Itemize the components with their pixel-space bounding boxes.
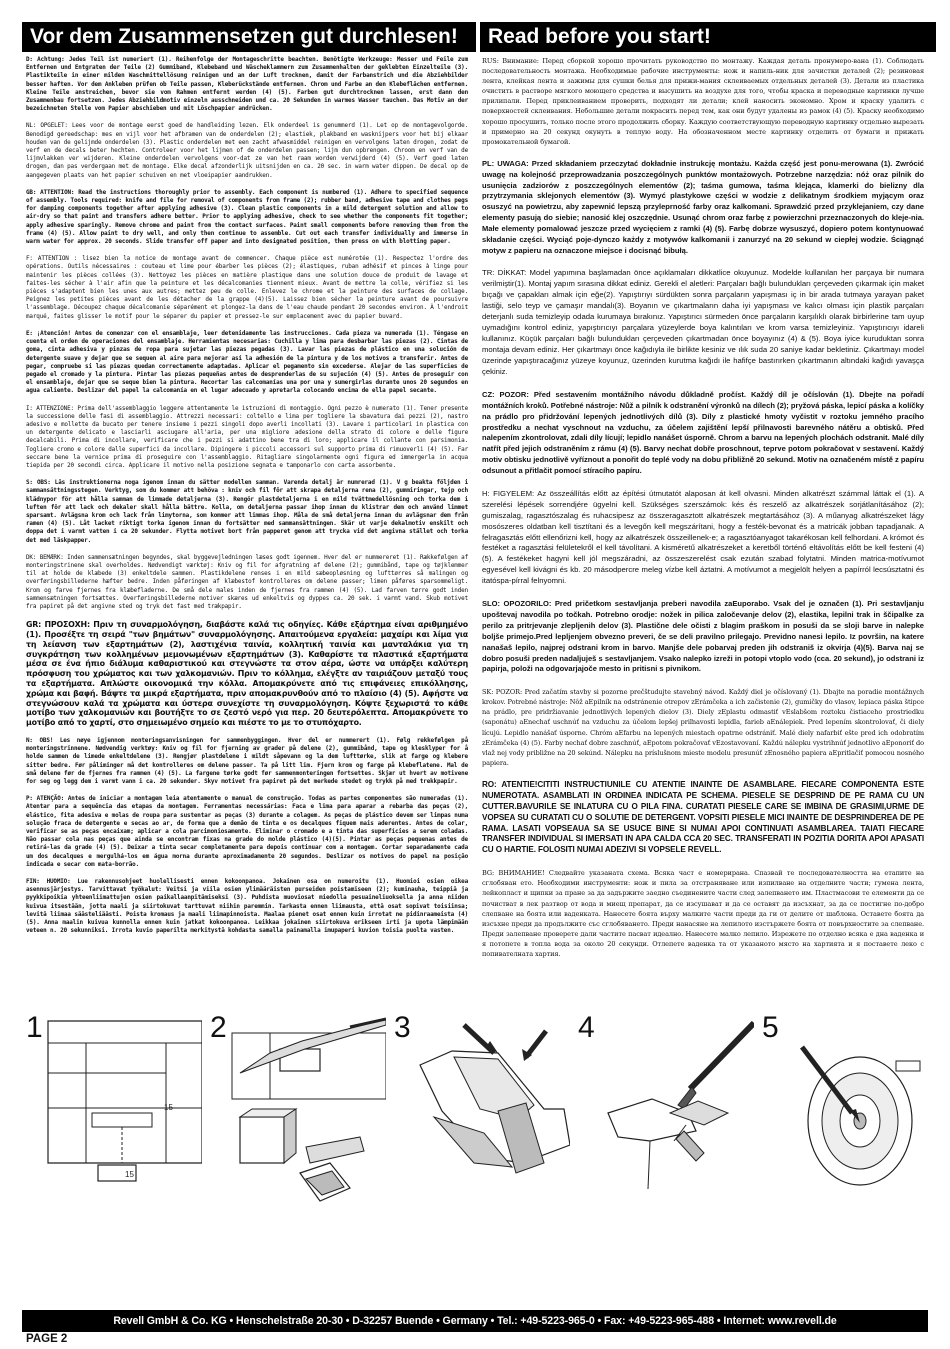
step-number: 2 — [210, 1011, 227, 1044]
step-number: 1 — [26, 1011, 43, 1044]
footer-contact-bar: Revell GmbH & Co. KG • Henschelstraße 20-30 • D-32257 Buende • Germany • Tel.: +49-5223-965-0 • Fax: +49-5223-965-488 • Internet: www.revell.de — [22, 1310, 928, 1332]
step-5-paint-detail — [762, 1013, 926, 1208]
paintbrush-illustration — [578, 1013, 754, 1208]
instruction-pl: PL: UWAGA: Przed składaniem przeczytać dokładnie instrukcję montażu. Każda część jest ponu-merowana (1). Zwrócić uwagę na kolejność przeprowadzania poszczególnych punktów montażowych. Potrzebne narzędzia: nóż oraz pilnik do usunięcia zadziorów z poszczególnych elementów (2); taśma gumowa, taśma klejąca, klamerki do bielizny dla przytrzymania sklejonych elementów (3). Wymyć plastykowe części w wodzie z delikatnym środkiem myjącym oraz osuszyć na powietrzu, aby zapewnić lepszą przyleprność farby oraz kalkomani. Sprawdzić przed przyklejaniem, czy dane elementy pasują do siebie; nanosić klej oszczędnie. Usunąć chrom oraz farbę z powierzchni przeznaczonych do kleje-nia. Małe elementy pomalować jeszcze przed wycięciem z ramki (4) (5). Farbę dobrze wysuszyć, dopiero potem kontynuować składanie części. Wyciąć poje-dynczo każdy z motywów kalkomanii i zanurzyć na 20 sekund w ciepłej wodzie. Ściągnąć motyw z papieru na oznaczone miejsce i docisnąć bibułą. — [482, 158, 924, 255]
page-number: PAGE 2 — [26, 1333, 68, 1345]
step-1-numbered-parts — [26, 1013, 202, 1208]
instruction-fi: FIN: HUOMIO: Lue rakennusohjeet huolellisesti ennen kokoonpanoa. Jokainen osa on numeroitu (1). Huomioi osien oikea asennusjärjestys. Tarvittavat työkalut: Veitsi ja viila osien ylimääräisten purseiden poistamiseen (2); kuminauha, teippiä ja pyykkipoikia yhteenliimattujen osien paikallaanpitämiseksi (3). Puhdista muoviosat miedolla pesuaineliuoksella ja anna niiden kuivua itsestään, jotta maali ja siirtokuvat tarttuvat niihin paremmin. Tarkasta ennen liimausta, että osat sopivat toisiinsa; levitä liimaa säästeliäästi. Poista kromaus ja maali liimapinnoista. Maalaa pienet osat ennen kuin irrotat ne pidinraameista (4) (5). Anna maalin kuivua kunnolla ennen kuin jatkat kokoonpanoa. Leikkaa jokainen siirtokuva erikseen irti ja upota lämpimään veteen n. 20 sekunniksi. Irrota kuvio paperilta merkitystä kohdasta samalla painamalla imupaperi kuvion toisia puolta vasten. — [26, 878, 468, 935]
instruction-hu: H: FIGYELEM: Az összeállítás előtt az építési útmutatót alaposan át kell olvasni. Minden alkatrészt számmal láttak el (1). A szerelési lépések sorrendjére ügyelni kell. Szükséges szerszámok: kés és reszelő az alkatrészek sorjátlanításához (2); gumiszalag, ragasztószalag és ruhacsipesz az összeragasztott alkatrészek megtartásához (3). A műanyag alkatrészeket lágy mosószeres oldatban kell tisztítani és a levegőn kell megszárítani, hogy a festék-bevonat és a matricák jobban tapadjanak. A felragasztás előtt ellenőrizni kell, hogy az alkatrészek összeillenek-e; a ragasztóanyagot takarékosan kell felhordani. A krómot és festéket a ragasztási felületekről el kell távolítani. A kisméretű alkatrészeket a keretből történő eltávolítás előtt be kell festeni (4) (5). A festékeket hagyni kell jól megszáradni, az összeszerelést csak ezután szabad folytatni. Minden matrica-motívumot egyesével kell kivágni és kb. 20 másodpercre meleg vízbe kell áztatni. A motívumot a megjelölt helyen a papírról lecsúsztatni és itatóspa-pírral felnyomni. — [482, 488, 924, 586]
step-3-glue-clamp — [394, 1013, 570, 1208]
knife-file-illustration — [210, 1013, 386, 1208]
header-left-title: Vor dem Zusammensetzen gut durchlesen! — [22, 22, 476, 52]
instruction-ro: RO: ATENTIE!CITITI INSTRUCTIUNILE CU ATENTIE INAINTE DE ASAMBLARE. FIECARE COMPONENTA ESTE NUMEROTATA. ASAMBLATI IN ORDINEA INDICATA PE SCHEMA. PIESELE SE DESPRIND DE PE RAMA CU UN CUTTER.BAVURILE SE INLATURA CU O PILA FINA. CURATATI PIESELE CARE SE IMBINA DE GRASIMI,URME DE VOPSEA SU CURATATI CU O SOLUTIE DE DETERGENT. VOPSITI PIESELE MICI INAINTE DE DESPRINDEREA DE PE RAMA. LASATI VOPSEAUA SA SE USUCE BINE SI NUMAI APOI CONTINUATI ASAMBLAREA. TAIATI FIECARE TRANSFER INDIVIDUAL SI IMERSATI IN APA CALDA CCA 20 SEC. TRANSFERATI IN POZITIA DORITA APOI APASATI CU O HARTIE. FOLOSITI NUMAI ADEZIVI SI VOPSELE REVELL. — [482, 779, 924, 855]
instruction-slo: SLO: OPOZORILO: Pred pričetkom sestavljanja preberi navodila zaЕuporabo. Vsak del je označen (1). Pri sestavljanju upoštevaj navodila po točkah. Potrebno orodje: nožek in pilica zaločevanje delov (2), elastika, lepilni trak in ščipalke za perilo za pritrjevanje zlepljenih delov (3). Plastične dele očisti z blagim praškom in posuši da se sloji barve in nalepke boljše primejo.Pred lepljenjem obvezno preveri, če se deli pravilno prilegajo. Previdno nanesi lepilo. Iz površin, na katere nanašaš lepilo, najprej odstrani krom in barvo. Manjše dele pobarvaj preden jih odstraniš iz okvirja (4)(5). Barva naj se dobro posuši preden nadaljuješ s sestavljanjem. Vsako nalepko izreži in potopi vtoplo vodo (cca. 20 sekund), jo odstrani iz papirja, položi na odgovarjajoče mesto in pritisni s pivnikom. — [482, 599, 924, 674]
step-number: 4 — [578, 1011, 595, 1044]
sprue-frame-illustration — [26, 1013, 202, 1208]
step-number: 3 — [394, 1011, 411, 1044]
instruction-es: E: ¡Atención! Antes de comenzar con el ensamblaje, leer detenidamente las instrucciones. Cada pieza va numerada (1). Téngase en cuenta el orden de operaciones del ensamblaje. Herramientas necesarias: Cuchilla y lima para desbarbar las piezas (2). Cintas de goma, cinta adhesiva y pinzas de ropa para sujetar las piezas pegadas (3). Lavar las piezas de plástico en una solución de detergente suave y dejar que se sequen al aire para mejorar así la adhesión de la pintura y de los motivos a transferir. Antes de pegar, compruebe si las piezas quedan correctamente adaptadas. Aplicar el pegamento sin excederse. Alejar de las superficies de pegado el cromado y la pintura. Pintar las piezas pequeñas antes de desprenderlas de su sujeción (4) (5). Antes de proseguir con el ensamblaje, dejar que se seque bien la pintura. Recortar las calcomanías una por una y sumergirlas durante unos 20 segundos en agua caliente. Deslizar del papel la calcomanía en el lugar adecuado y apretarla colocando encima de ella papel secante. — [26, 329, 468, 395]
instruction-it: I: ATTENZIONE: Prima dell'assemblaggio leggere attentamente le istruzioni di montaggio. Ogni pezzo è numerato (1). Tener presente la successione delle fasi di assemblaggio. Attrezzi necessari: coltello e lima per togliere la sbavatura dai pezzi (2), nastro adesivo e mollette da bucato per tenere insieme i pezzi singoli dopo averli incollati (3). Lavare i particolari in plastica con un detergente delicato e lasciarli asciugare all'aria, per una migliore adesione della strato di colore e delle figure decalcabili. Prima di incollare, verificare che i pezzi si adattino bene tra di loro; applicare il collante con parsimonia. Togliere cromo e colore dalle superfici da incollare. Dipingere i piccoli accessori sul supporto prima di rimuoverli (4) (5). Far seccare bene la vernice prima di proseguire con l'assemblaggio. Ritagliare singolarmente ogni figura ed immergerla in acqua tiepida per 20 secondi circa. Applicare il motivo nella posizione segnata e tamponarlo con carta assorbente. — [26, 404, 468, 469]
instruction-pt: P: ATENÇÃO: Antes de iniciar a montagem leia atentamente o manual de construção. Todas as partes componentes são numeradas (1). Atentar para a sequência das etapas da montagem. Ferramentas necessárias: Faca e lima para aparar a rebarba das peças (2), elástico, fita adesiva e molas de roupa para sustentar as peças (3) durante a colagem. As peças de plástico devem ser limpas numa solução fraca de detergente e secas ao ar, de forma que a demão de tinta e os decalques fiquem mais aderentes. Antes de colar, verificar se as peças encaixam; aplicar a cola parcimoniosamente. Eliminar o cromado e a tinta das superfícies a serem coladas. Não passar cola nas peças que ainda se encontram fixas na grade do molde plástico (4)(5). Pintar as peças pequenas antes de retirá-las da grade (4) (5). Deixar a tinta secar completamente para depois continuar com a montagem. Cortar separadamente cada um dos decalques e mergulhá-los em água morna durante aproximadamente 20 segundos. Deslizar os motivos do papel na posição indicada e secar com mata-borrão. — [26, 795, 468, 868]
header-right-title: Read before you start! — [480, 22, 936, 52]
instruction-se: S: OBS: Läs instruktionerna noga igenom innan du sätter modellen samman. Varenda detalj är numrerad (1). V g beakta följden i sammansättningsstegen. Verktyg, som du kommer att behöva : kniv och fil för att skrapa detaljerna rena (2), gummiringar, tejp och klädnypor för att hålla samman de limmade detaljerna (3). Rengör plastdetaljerna i en mild tvättmedellösning och torka dem i luften för att lack och dekaler skall hålla bättre. Kolla, om detaljerna passar ihop innan du klistrar dem och använd limmet sparsamt. Avlägsna krom och lack från limytorna, som kommer att limmas ihop. Måla de små detaljerna innan du avlägsnar dem från ramen (4) (5). Låt lacket riktigt torka igenom innan du fortsätter med sammansättningen. Skär ut varje dekalmotiv enskilt och doppa det i varmt vatten i ca 20 sekunder. Flytta motivet bort från papperet genom att trycka vid det angivna stället och torka det med läskpapper. — [26, 479, 468, 544]
assembly-steps-illustrations — [26, 1013, 926, 1208]
instruction-nl: NL: OPGELET: Lees voor de montage eerst goed de handleiding lezen. Elk onderdeel is genummerd (1). Let op de montagevolgorde. Benodigd gereedschap: mes en vijl voor het afbramen van de onderdelen (2); elastiek, plakband en wasknijpers voor het bij elkaar houden van de gelijmde onderdelen (3). Plastic onderdelen met een zacht afwasmiddel reinigen en vervolgens laten drogen, zodat de verf en de decals beter hechten. Controleer voor het lijmen of de onderdelen passen; lijm dun opbrengen. Chroom en verf van de lijmvlakken ver wijderen. Kleine onderdelen vervolgens voor-dat ze van het raam worden verwijderd (4) (5). Verf goed laten drogen, dan pas verdergaan met de montage. Elke decal afzonderlijk uitsnijden en ca. 20 sec. in warm water dippen. De decal op de aangegeven plaats van het papier schuiven en met vloeipapier aandrukken. — [26, 122, 468, 179]
instruction-gb: GB: ATTENTION: Read the instructions thoroughly prior to assembly. Each component is numbered (1). Adhere to specified sequence of assembly. Tools required: knife and file for removal of components from frame (2); rubber band, adhesive tape and clothes pegs for damping components together after applying adhesive (3). Clean plastic components in a mild detergent solution and allow to air-dry so that paint and transfers adhere better. Prior to applying adhesive, check to see whether the components fit together; apply adhesive sparingly. Remove chrome and paint from the contact surfaces. Paint small components before removing them from the frame (4) (5). Allow paint to dry well, and only then continue to assemble. Cut out each transfer individually and immerse in warm water for approx. 20 seconds. Slide transfer off paper and into designated position, then press on with blotting paper. — [26, 188, 468, 246]
instruction-tr: TR: DİKKAT: Model yapımına başlamadan önce açıklamaları dikkatlice okuyunuz. Modelde kullanılan her parçaya bir numara verilmiştir(1). Montaj yapım sırasına dikkat ediniz. Gerekli el aletleri: Parçaları bağlı bulundukları çerçeveden çıkarmak için maket bıçağı ve çapakları almak için eğe(2). Yapıştırıyı sürdükten sonra parçaların yapışması iç in bir arada tutmaya yarayan paket lastiği, selo teyp ve çamaşır mandalı(3). Boyanın ve çıkartmaların daha iyi yapışması ve kalıcı olması için plastik parçaları deterjanlı suda temizleyip odada kurumaya bırakınız. Yapıştırıcı sürmeden önce parçaların karşılıklı olarak birbirlerine tam uyup uymadığını kontrol ediniz, yapıştırıcıyı parçalara yüzeylerde boya kalıntıları ve krom varsa temizleyiniz. Yapıştırıcıyı idareli kullanınız. Küçük parçaları bağlı bulundukları çerçeveden çıkartmadan önce boyayınız (4) & (5). Boya iyice kuruduktan sonra montaja devam ediniz. Her çıkartmayı önce kağıdıyla ile birlikte kesiniz ve ılık suda 20 saniye kadar bekletiniz. Çıkartmayı model üzerinde yapıştıracağınız yüzeye koyunuz, üzerinden kurutma kağıdı ile hafifçe bastırırken çıkartmanın altındaki kağıdı yavaşça çekiniz. — [482, 268, 924, 377]
svg-text:15: 15 — [125, 1170, 134, 1179]
instruction-fr: F: ATTENTION : lisez bien la notice de montage avant de commencer. Chaque pièce est numérotée (1). Respectez l'ordre des opérations. Outils nécessaires : couteau et lime pour ébarber les pièces (2); élastiques, ruban adhésif et pinces à linge pour maintenir les pièces collées (3). Nettoyez les pièces en matière plastique dans une solution douce de produit de lavage et faites-les sécher à l'air afin que la peinture et les décalcomanies tiennent mieux. Avant de mettre la colle, vérifiez si les pièces s'adaptent bien les unes aux autres; mettez peu de colle. Enlevez le chrome et la peinture des surfaces de collage. Peignez les petites pièces avant de les détacher de la grappe (4)(5). Laissez bien sécher la peinture avant de poursuivre l'assemblage. Découpez chaque décalcomanie séparément et plongez-la dans de l'eau chaude pendant 20 secondes environ. À l'endroit marqué, faites glisser le motif pour le séparer du papier et pressez-le sur emplacement avec du papier buvard. — [26, 255, 468, 320]
step-2-cut-parts — [210, 1013, 386, 1208]
right-instructions-column — [482, 56, 924, 971]
instruction-cz: CZ: POZOR: Před sestavením montážního návodu důkladně pročíst. Každý díl je očíslován (1). Dbejte na pořadí montážních kroků. Potřebné nástroje: Nůž a pilník k odstranění výronků na dílech (2); pryžová páska, lepicí páska a kolíčky na prádlo pro přidržování lepených jednotlivých dílů (3). Díly z plastické hmoty vyčistit v roztoku jemného pracího prostředku a nechat vyschnout na vzduchu, za účelem zajištění lepší přilnavosti barevného nátěru a obtisků. Před nalepením zkontrolovat, zdali díly lícují; lepidlo nanášet úsporně. Chrom a barvu na lepených plochách odstranit. Malé díly natřít před jejich odstraněním z rámu (4) (5). Barvy nechat dobře proschnout, teprve potom pokračovat v sestavení. Každý motiv obtisku jednotlivě vyříznout a ponořit do teplé vody na dobu přibližně 20 sekund. Motiv na označeném místě z papíru odsunout a přitlačit pomocí stíracího papíru. — [482, 389, 924, 475]
instruction-sk: SK: POZOR: Pred začatím stavby si pozorne prečštudujte stavebný návod. Každý diel je očíslovaný (1). Dbajte na poradie montážnych krokov. Potrebné nástroje: Nôž aЕpilník na odstránenie otrepov zЕrámčeka a ich začistenie (2), gumičky do vlasov, lepiaca páska štipce na prádlo, pre pridržiavanie jednotlivých lepených dielov (3). Diely zЕplastu odmastiť vЕslabšom roztoku čistiaceho prostriedku (saponátu) aЕnechať uschnúť na vzduchu za účelom lepšej priľnavosti lepidla, farieb aЕnálepiek. Pred lepením skontrolovať, či diely lícujú. Lepidlo nanášať úsporne. Chróm aЕfarbu na lepených miestach opatrne odstrániť. Malé diely nafarbiť ešte pred ich odobratím zЕrámčeka (4) (5). Farby nechať dobre zaschnúť, aЕpotom pokračovať vЕzostavovaní. Každú nálepku vystrihnúť jednotlivo aЕponoriť do vlaž nej vody približne na 20 sekúnd. Nálepku na príslušnom mieste modelu presunúť zЕnosného papiera aЕpritlačiť pomocou nosného papiera. — [482, 688, 924, 767]
step-4-paint-parts — [578, 1013, 754, 1208]
wheel-paint-illustration — [762, 1013, 926, 1208]
instruction-dk: DK: BEMÆRK: Inden sammensætningen begyndes, skal byggevejledningen læses godt igennem. Hver del er nummereret (1). Rækkefølgen af monteringstrinene skal overholdes. Nødvendigt værktøj: Kniv og fil for afgratning af delene (2); gummibånd, tape og tøjklemmer til at holde de klæbede (3) enkeltdele sammen. Plastikdelene renses i en mild sæbeopløsning og lufttørres så malingen og overføringsbillederne hæfter bedre. Inden påføringen af klæbestof kontrolleres om delene passer; limen påføres sparsommeligt. Krom og farve fjernes fra klæbefladerne. De små dele males inden de fjernes fra rammen (4) (5). Lad farven tørre godt inden sammensætningen fortsættes. Overføringsbillederne motiver skæres ud enkeltvis og dyppes ca. 20 sek. i varmt vand. Skub motivet fra papiret på det angivne sted og tryk det fast med trækpapir. — [26, 553, 468, 610]
instruction-bg: BG: ВНИМАНИЕ! Следвайте указаната схема. Всяка част е номерирана. Спазвай те последователността на етапите на сглобяван ето. Необходими инструменти: нож и пила за отстраняване или изпилване на отделните части; гумена лента, лейкопласт и щипки за пране за да задържите заедно съединените части след залепването им. Пластмасови те елементи да се почистват в лек разтвор от вода и миещ препарат, да се изсушават и да се оставят да изсъхнат, за да се постигне по-добро слепване на боята или ваденката. Нанесете боята върху малките части преди да ги от делите от шаблона. Оставете боята да изсъхне преди да продължите със сглобяването. Преди нанасяне на лепилото изстържете боята от повърхностите за слепване. Преди залепване проверете дали частите пасват идеално. Нанесете малко лепило. Изрежете по отделно всяка е дна ваденка и я потопете в топла вода за около 20 секунди. Отлепете ваденка та от указаното място на хартията и я поставете леко с попивателната хартия. — [482, 869, 924, 959]
instruction-ru: RUS: Внимание: Перед сборкой хорошо прочитать руководство по монтажу. Каждая деталь пронумеро-вана (1). Соблюдать последовательность монтажа. Необходимые рабочие инструменты: нож и напиль-ник для зачистки деталей (2); резиновая лента, клейкая лента и зажимы для сушки белья для прижи-мания склеиваемых отдельных деталей (3). Детали из пластика очистить в растворе мягкого моющего средства и высушить на воздухе для того, чтобы краска и переводные картинки лучше прилипали. Перед приклеиванием проверить, подходят ли детали; клей наносить экономно. Хром и краску удалить с поверхностей склеивания. Небольшие детали покрасить перед тем, как они будут удалены из рамок (4) (5). Краску необходимо хорошо просушить, только после этого продолжить сборку. Каждую соответствующую переводную картинку отдельно вырезать и примерно на 20 секунд окунуть в теплую воду. На обозначенном месте картинку отделить от бумаги и прижать промокательной бумагой. — [482, 57, 924, 146]
instruction-no: N: OBS! Les nøye igjennom monteringsanvisningen for sammenbyggingen. Hver del er nummerert (1). Følg rekkefølgen på monteringstrinnene. Nødvendig verktøy: Kniv og fil for fjerning av grader på delene (2), gummibånd, tape og klesklyper for å holde sammen de limede enkeltdelene (3). Rengjør plastdelene i mildt såpevann og la dem lufttørke, slik at farge og klebere sitter bedre. Før påliminger må det kontrolleres om delene passer. Ta på litt lim. Fjern krom og farge på klebeflatene. Mal de små delene før de fjernes fra rammen (4) (5). La fargene tørke godt før sammenmonteringen fortsettes. Skjær ut hvert av motivene for seg og legg dem i varmt vann i ca. 20 sekunder. Skyv motivet fra papiret på det merkede stedet og trykk på med trekkpapir. — [26, 736, 468, 785]
clothes-peg-illustration — [394, 1013, 570, 1208]
instruction-gr: GR: ΠΡΟΣΟΧΗ: Πριν τη συναρμολόγηση, διαβάστε καλά τις οδηγίες. Κάθε εξάρτημα είναι αριθμημένο (1). Προσέξτε τη σειρά "των βημάτων" συναρμολόγησης. Απαιτούμενα εργαλεία: μαχαίρι και λίμα για τη λείανση των εξαρτημάτων (2), λαστιχένια ταινία, κολλητική ταινία και μανταλάκια για τη συγκράτηση των κολλημένων μεμονωμένων εξαρτημάτων (3). Καθαρίστε τα πλαστικά εξαρτήματα μέσα σε ένα ήπιο διάλυμα καθαριστικού και στεγνώστε τα στον αέρα, ώστε να υπάρξει καλύτερη πρόσφυση του χρώματος και των χαλκομανιών. Πριν το κόλλημα, ελέγξτε αν ταιριάζουν μεταξύ τους τα εξαρτήματα. Απλώστε οικονομικά την κόλλα. Απομακρύνετε από τις επιφάνειες επικόλλησης, χρώμα και βαφή. Βάψτε τα μικρά εξαρτήματα, πριν απομακρυνθούν από το πλαίσιο (4) (5). Αφήστε να στεγνώσουν καλά τα χρώματα και ύστερα συνεχίστε τη συναρμολόγηση. Κόψτε ξεχωριστά το κάθε μοτίβο των χαλκομανιών και βουτήξτε το σε ζεστό νερό για περ. 20 δευτερόλεπτα. Απομακρύνετε το μοτίβο από το χαρτί, στο σημειωμένο σημείο και πιέστε το με το στυπόχαρτο. — [26, 620, 468, 728]
left-instructions-column — [26, 56, 468, 944]
instruction-de: D: Achtung: Jedes Teil ist numeriert (1). Reihenfolge der Montageschritte beachten. Benötigte Werkzeuge: Messer und Feile zum Entfernen und Entgraten der Teile (2) Gummiband, Klebeband und Wäscheklammern zum Zusammenhalten der geklebten Einzelteile (3). Plastikteile in einer milden Waschmittellösung reinigen und an der Luft trocknen, damit der Farbanstrich und die Abziehbilder besser haften. Vor dem Ankleben prüfen ob Teile passen, Kleberückstände entfernen. Chrom und Farbe an den Klebeflächen entfernen. Kleine Teile anstreichen, bevor sie vom Rahmen entfernt werden (4) (5). Farben gut durchtrocknen lassen, erst dann den Zusammenbau fortsetzen. Jedes Abziehbildmotiv einzeln ausschneiden und ca. 20 Sekunden in warmes Wasser tauchen. Das Motiv an der bezeichneten Stelle vom Papier abschieben und mit Löschpapier andrücken. — [26, 56, 468, 113]
step-number: 5 — [762, 1011, 779, 1044]
svg-text:15: 15 — [164, 1103, 173, 1112]
